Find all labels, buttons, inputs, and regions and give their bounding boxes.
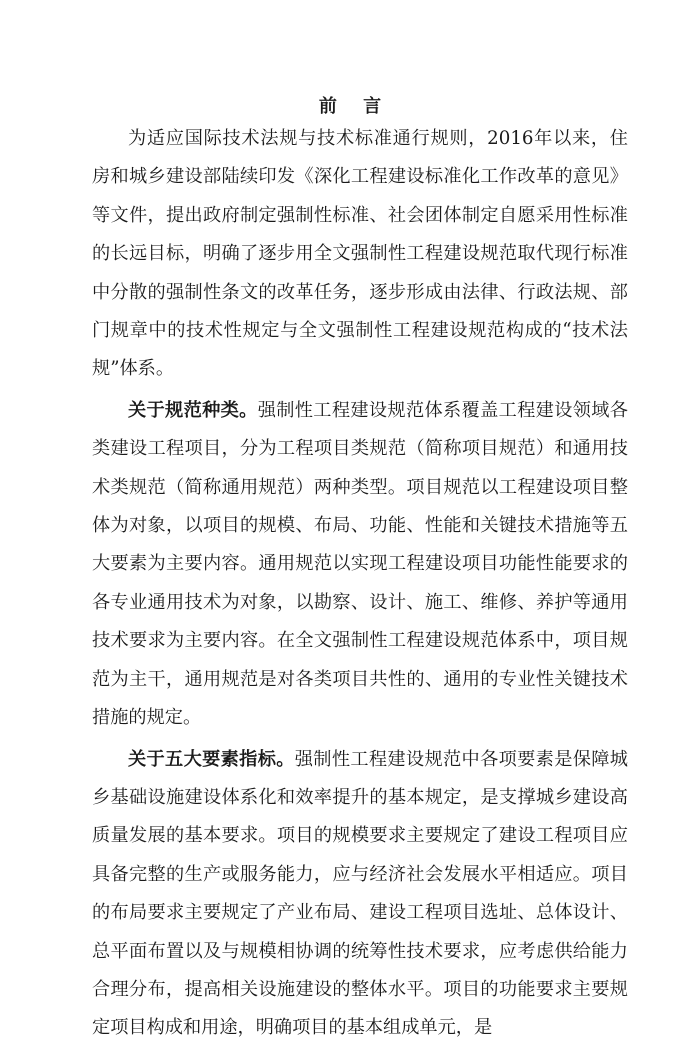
paragraph-text: 为适应国际技术法规与技术标准通行规则，2016年以来，住房和城乡建设部陆续印发《深化工程建设标准化工作改革的意见》等文件，提出政府制定强制性标准、社会团体制定自愿采用性标准的长远目标，明确了逐步用全文强制性工程建设规范取代现行标准中分散的强制性条文的改革任务，逐步形成由法律、行政法规、部门规章中的技术性规定与全文强制性工程建设规范构成的“技术法规”体系。 [92, 128, 628, 380]
document-body [92, 120, 628, 1048]
paragraph-spec-types [92, 392, 628, 738]
paragraph-text: 强制性工程建设规范体系覆盖工程建设领域各类建设工程项目，分为工程项目类规范（简称项目规范）和通用技术类规范（简称通用规范）两种类型。项目规范以工程建设项目整体为对象，以项目的规模、布局、功能、性能和关键技术措施等五大要素为主要内容。通用规范以实现工程建设项目功能性能要求的各专业通用技术为对象，以勘察、设计、施工、维修、养护等通用技术要求为主要内容。在全文强制性工程建设规范体系中，项目规范为主干，通用规范是对各类项目共性的、通用的专业性关键技术措施的规定。 [92, 399, 628, 729]
paragraph-five-elements [92, 741, 628, 1048]
paragraph-lead: 关于五大要素指标。 [128, 748, 295, 770]
page-title: 前 言 [318, 96, 392, 117]
paragraph-lead: 关于规范种类。 [128, 399, 258, 421]
paragraph-intro [92, 120, 628, 389]
paragraph-text: 强制性工程建设规范中各项要素是保障城乡基础设施建设体系化和效率提升的基本规定，是支撑城乡建设高质量发展的基本要求。项目的规模要求主要规定了建设工程项目应具备完整的生产或服务能力，应与经济社会发展水平相适应。项目的布局要求主要规定了产业布局、建设工程项目选址、总体设计、总平面布置以及与规模相协调的统筹性技术要求，应考虑供给能力合理分布，提高相关设施建设的整体水平。项目的功能要求主要规定项目构成和用途，明确项目的基本组成单元，是 [92, 748, 628, 1039]
